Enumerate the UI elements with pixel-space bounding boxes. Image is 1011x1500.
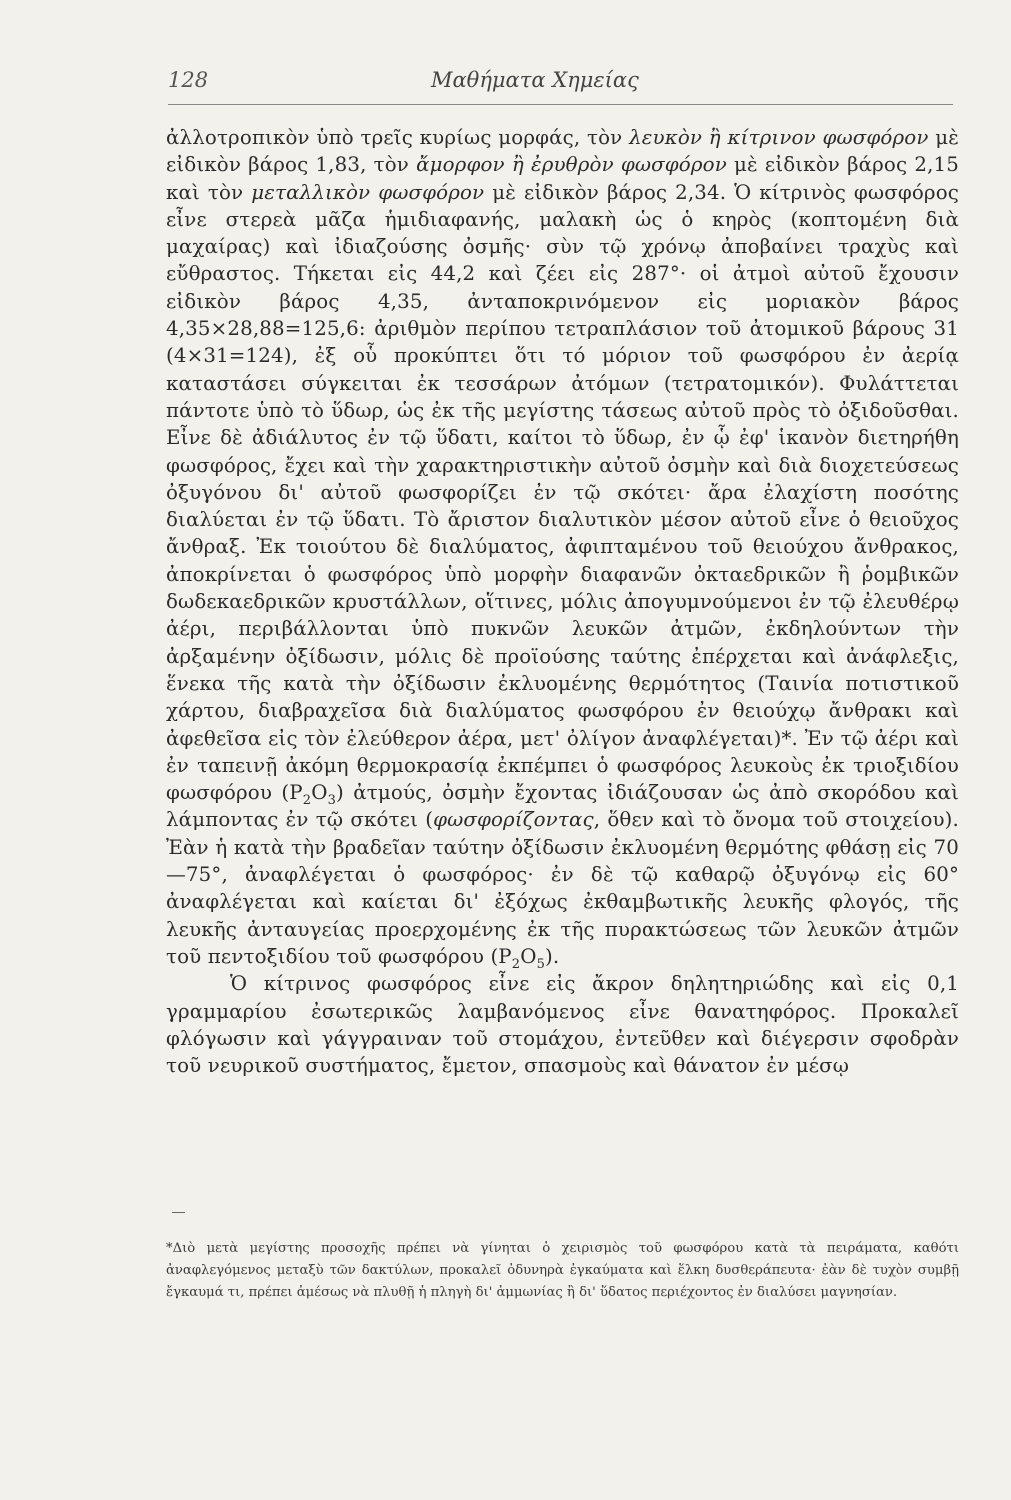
footnote-rule xyxy=(172,1212,185,1213)
subscript: 2 xyxy=(302,793,312,809)
running-title: Μαθήματα Χημείας xyxy=(431,68,639,92)
footnote: *Διὸ μετὰ μεγίστης προσοχῆς πρέπει νὰ γίνηται ὁ χειρισμὸς τοῦ φωσφόρου κατὰ τὰ πειράματα, καθότι ἀναφλεγόμενος μεταξὺ τῶν δακτύλων, προκαλεῖ ὀδυνηρὰ ἐγκαύματα καὶ ἕλκη δυσθεράπευτα· ἐὰν δὲ τυχὸν συμβῇ ἔγκαυμά τι, πρέπει ἀμέσως νὰ πλυθῇ ἡ πληγὴ δι' ἀμμωνίας ἢ δι' ὕδατος περιέχοντος ἐν διαλύσει μαγνησίαν. xyxy=(166,1241,959,1300)
italic-term: φωσφορίζοντας xyxy=(433,808,594,832)
text-run: O xyxy=(311,781,328,805)
body-text xyxy=(166,124,959,1079)
text-run: μὲ εἰδικὸν βάρος 2,15 καὶ τὸν xyxy=(166,153,959,204)
subscript: 5 xyxy=(536,956,545,972)
text-run: μὲ εἰδικὸν βάρος 1,83, τὸν xyxy=(166,126,960,177)
italic-term: μεταλλικὸν φωσφόρον xyxy=(251,180,485,204)
text-run: ). xyxy=(545,944,560,968)
subscript: 3 xyxy=(327,793,336,809)
paragraph-1 xyxy=(166,124,959,970)
text-run: ἀλλοτροπικὸν ὑπὸ τρεῖς κυρίως μορφάς, τὸν xyxy=(166,126,630,149)
page-header xyxy=(168,68,953,100)
page-number: 128 xyxy=(168,68,209,92)
text-run: O xyxy=(520,944,537,968)
header-rule xyxy=(168,104,953,105)
italic-term: ἄμορφον ἢ ἐρυθρὸν φωσφόρον xyxy=(416,153,727,177)
text-run: μὲ εἰδικὸν βάρος 2,34. Ὁ κίτρινὸς φωσφόρος εἶνε στερεὰ μᾶζα ἡμιδιαφανής, μαλακὴ ὡς ὁ κηρὸς (κοπτομένη διὰ μαχαίρας) καὶ ἰδιαζούσης ὀσμῆς· σὺν τῷ χρόνῳ ἀποβαίνει τραχὺς καὶ εὔθραστος. Τήκεται εἰς 44,2 καὶ ζέει εἰς 287°· οἱ ἀτμοὶ αὐτοῦ ἔχουσιν εἰδικὸν βάρος 4,35, ἀνταποκρινόμενον εἰς μοριακὸν βάρος 4,35×28,88=125,6: ἀριθμὸν περίπου τετραπλάσιον τοῦ ἀτομικοῦ βάρους 31 (4×31=124), ἐξ οὗ προκύπτει ὅτι τό μόριον τοῦ φωσφόρου ἐν ἀερίᾳ καταστάσει σύγκειται ἐκ τεσσάρων ἀτόμων (τετρατομικόν). Φυλάττεται πάντοτε ὑπὸ τὸ ὕδωρ, ὡς ἐκ τῆς μεγίστης τάσεως αὐτοῦ πρὸς τὸ ὀξιδοῦσθαι. Εἶνε δὲ ἀδιάλυτος ἐν τῷ ὕδατι, καίτοι τὸ ὕδωρ, ἐν ᾧ ἐφ' ἱκανὸν διετηρήθη φωσφόρος, ἔχει καὶ τὴν χαρακτηριστικὴν αὐτοῦ ὀσμὴν καὶ διὰ διοχετεύσεως ὀξυγόνου δι' αὐτοῦ φωσφορίζει ἐν τῷ σκότει· ἄρα ἐλαχίστη ποσότης διαλύεται ἐν τῷ ὕδατι. Τὸ ἄριστον διαλυτικὸν μέσον αὐτοῦ εἶνε ὁ θειοῦχος ἄνθραξ. Ἐκ τοιούτου δὲ διαλύματος, ἀφιπταμένου τοῦ θειούχου ἄνθρακος, ἀποκρίνεται ὁ φωσφόρος ὑπὸ μορφὴν διαφανῶν ὀκταεδρικῶν ἢ ῥομβικῶν δωδεκαεδρικῶν κρυστάλλων, οἵτινες, μόλις ἀπογυμνούμενοι ἐν τῷ ἐλευθέρῳ ἀέρι, περιβάλλονται ὑπὸ πυκνῶν λευκῶν ἀτμῶν, ἐκδηλούντων τὴν ἀρξαμένην ὀξίδωσιν, μόλις δὲ προϊούσης ταύτης ἐπέρχεται καὶ ἀνάφλεξις, ἕνεκα τῆς κατὰ τὴν ὀξίδωσιν ἐκλυομένης θερμότητος (Ταινία ποτιστικοῦ χάρτου, διαβραχεῖσα διὰ διαλύματος φωσφόρου ἐν θειούχῳ ἄνθρακι καὶ ἀφεθεῖσα εἰς τὸν ἐλεύθερον ἀέρα, μετ' ὀλίγον ἀναφλέγεται)*. Ἐν τῷ ἀέρι καὶ ἐν ταπεινῇ ἀκόμη θερμοκρασίᾳ ἐκπέμπει ὁ φωσφόρος λευκοὺς ἐκ τριοξιδίου φωσφόρου (P xyxy=(166,180,959,805)
subscript: 2 xyxy=(511,956,521,972)
paragraph-2: Ὁ κίτρινος φωσφόρος εἶνε εἰς ἄκρον δηλητηριώδης καὶ εἰς 0,1 γραμμαρίου ἐσωτερικῶς λαμβανόμενος εἶνε θανατηφόρος. Προκαλεῖ φλόγωσιν καὶ γάγγραιναν τοῦ στομάχου, ἐντεῦθεν καὶ διέγερσιν σφοδρὰν τοῦ νευρικοῦ συστήματος, ἔμετον, σπασμοὺς καὶ θάνατον ἐν μέσῳ xyxy=(166,972,959,1078)
text-run: ) ἀτμούς, ὀσμὴν ἔχοντας ἰδιάζουσαν ὡς ἀπὸ σκορόδου καὶ λάμποντας ἐν τῷ σκότει ( xyxy=(166,781,959,832)
text-run: , ὅθεν καὶ τὸ ὄνομα τοῦ στοιχείου). Ἐὰν ἡ κατὰ τὴν βραδεῖαν ταύτην ὀξίδωσιν ἐκλυομένη θερμότης φθάσῃ εἰς 70—75°, ἀναφλέγεται ὁ φωσφόρος· ἐν δὲ τῷ καθαρῷ ὀξυγόνῳ εἰς 60° ἀναφλέγεται καὶ καίεται δι' ἐξόχως ἐκθαμβωτικῆς λευκῆς φλογός, τῆς λευκῆς ἀνταυγείας προερχομένης ἐκ τῆς πυρακτώσεως τῶν λευκῶν ἀτμῶν τοῦ πεντοξιδίου τοῦ φωσφόρου (P xyxy=(166,808,959,968)
italic-term: λευκὸν ἢ κίτρινον φωσφόρον xyxy=(629,126,929,149)
